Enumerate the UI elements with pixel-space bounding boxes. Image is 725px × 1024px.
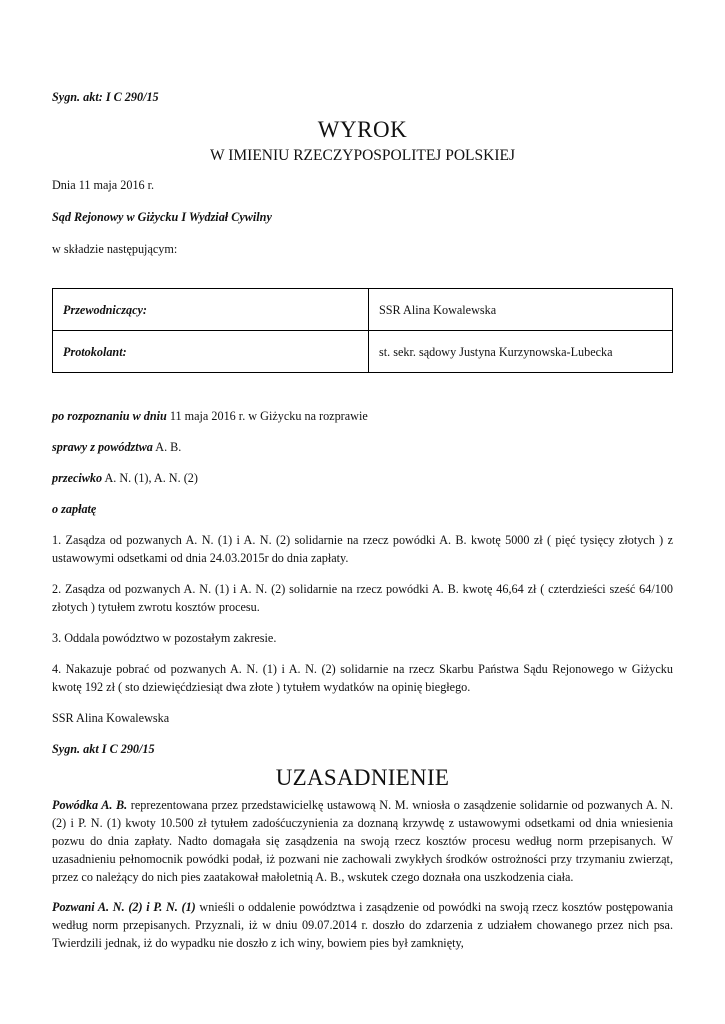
- hearing-label: po rozpoznaniu w dniu: [52, 409, 167, 423]
- panel-role: Protokolant:: [53, 331, 369, 373]
- ruling-item: 4. Nakazuje pobrać od pozwanych A. N. (1) i A. N. (2) solidarnie na rzecz Skarbu Państwa Sądu Rejonowego w Giżycku kwotę 192 zł ( sto dziewięćdziesiąt dwa złote ) tytułem wydatków na opinię biegłego.: [52, 662, 673, 694]
- against-text: A. N. (1), A. N. (2): [102, 471, 198, 485]
- judgment-subtitle: W IMIENIU RZECZYPOSPOLITEJ POLSKIEJ: [210, 147, 515, 164]
- panel-row: [53, 331, 673, 373]
- against-label: przeciwko: [52, 471, 103, 485]
- composition-text: w składzie następującym:: [52, 242, 178, 256]
- defendants-label: Pozwani A. N. (2) i P. N. (1): [52, 900, 196, 914]
- against-line: [52, 469, 673, 487]
- justification-paragraph: [52, 898, 673, 952]
- claim-line: [52, 438, 673, 456]
- paragraph-text: wnieśli o oddalenie powództwa i zasądzenie od powódki na swoją rzecz kosztów postępowania według norm przepisanych. Przyznali, iż w dniu 09.07.2014 r. doszło do zdarzenia z udziałem chowanego przez nich psa. Twierdzili jednak, iż do wypadku nie doszło z ich winy, bowiem pies był zamknięty,: [52, 900, 673, 950]
- justification-paragraph: [52, 796, 673, 886]
- panel-member: st. sekr. sądowy Justyna Kurzynowska-Lubecka: [369, 331, 673, 373]
- judge-signature: SSR Alina Kowalewska: [52, 711, 170, 725]
- document-page: [52, 88, 673, 952]
- justification-signature: Sygn. akt I C 290/15: [52, 742, 155, 756]
- hearing-text: 11 maja 2016 r. w Giżycku na rozprawie: [166, 409, 368, 423]
- panel-row: [53, 289, 673, 331]
- claim-label: sprawy z powództwa: [52, 440, 153, 454]
- judgment-date: Dnia 11 maja 2016 r.: [52, 178, 155, 192]
- justification-title: UZASADNIENIE: [275, 765, 450, 790]
- panel-member: SSR Alina Kowalewska: [369, 289, 673, 331]
- case-signature: Sygn. akt: I C 290/15: [52, 90, 159, 104]
- court-name: Sąd Rejonowy w Giżycku I Wydział Cywilny: [52, 210, 272, 224]
- paragraph-text: reprezentowana przez przedstawicielkę ustawową N. M. wniosła o zasądzenie solidarnie od pozwanych A. N. (2) i P. N. (1) kwoty 10.500 zł tytułem zadośćuczynienia za doznaną krzywdę z ustawowymi odsetkami od dnia wniesienia pozwu do dnia zapłaty. Nadto domagała się zasądzenia na swoją rzecz kosztów procesu według norm przepisanych. W uzasadnieniu pełnomocnik powódki podał, iż pozwani nie zachowali zwykłych środków ostrożności przy trzymaniu zwierząt, przez co należący do nich pies zaatakował małoletnią A. B., wskutek czego doznała ona uszkodzenia ciała.: [52, 798, 673, 884]
- judgment-title: WYROK: [317, 117, 408, 142]
- ruling-item: 1. Zasądza od pozwanych A. N. (1) i A. N. (2) solidarnie na rzecz powódki A. B. kwotę 5000 zł ( pięć tysięcy złotych ) z ustawowymi odsetkami od dnia 24.03.2015r do dnia zapłaty.: [52, 533, 673, 565]
- case-subject: o zapłatę: [52, 502, 97, 516]
- panel-table: [52, 288, 673, 373]
- plaintiff-label: Powódka A. B.: [52, 798, 128, 812]
- panel-role: Przewodniczący:: [53, 289, 369, 331]
- claim-text: A. B.: [152, 440, 182, 454]
- hearing-line: [52, 407, 673, 425]
- ruling-item: 3. Oddala powództwo w pozostałym zakresie.: [52, 631, 277, 645]
- ruling-item: 2. Zasądza od pozwanych A. N. (1) i A. N. (2) solidarnie na rzecz powódki A. B. kwotę 46,64 zł ( czterdzieści sześć 64/100 złotych ) tytułem zwrotu kosztów procesu.: [52, 582, 673, 614]
